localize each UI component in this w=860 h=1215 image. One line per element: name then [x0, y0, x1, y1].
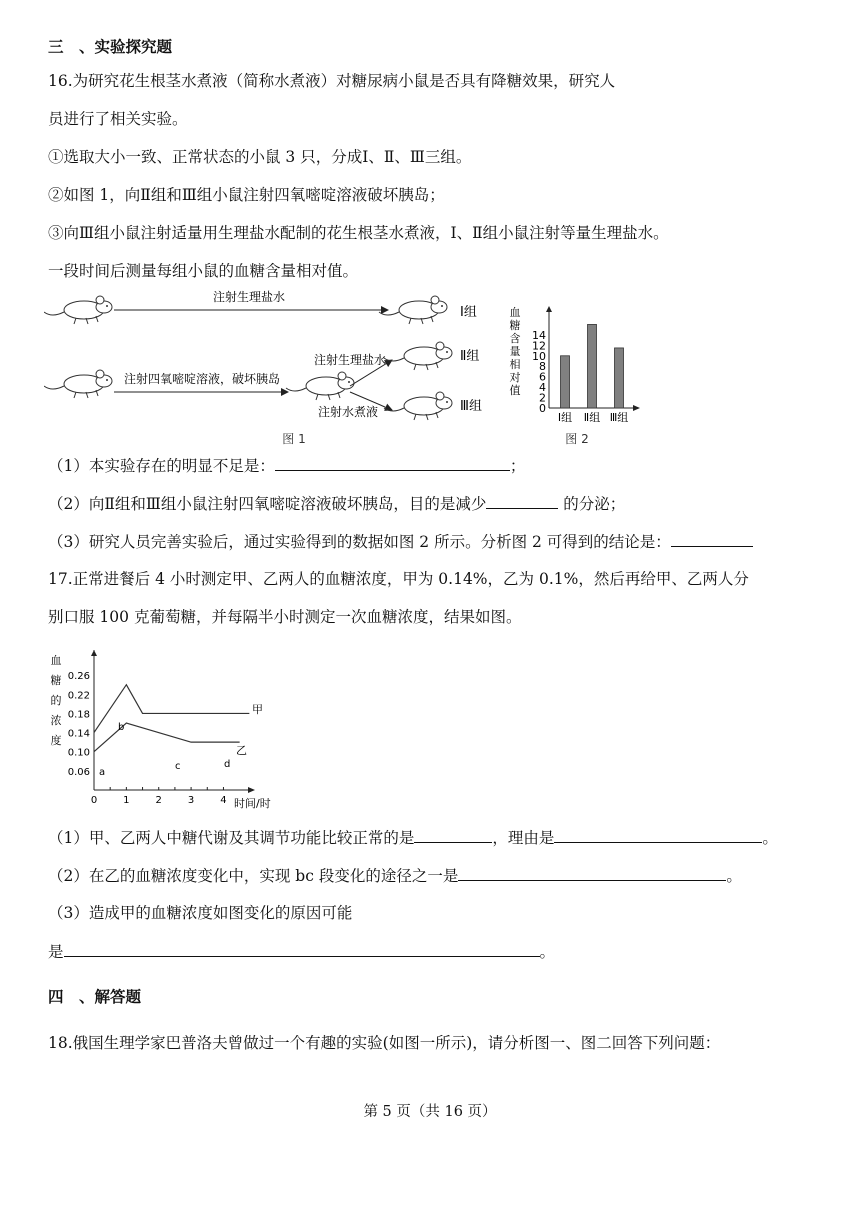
- fig2-ylabel-char: 相: [509, 358, 521, 371]
- line-chart-ylabel-char: 度: [50, 734, 62, 747]
- q17-sub2-end: 。: [726, 867, 742, 885]
- line-chart-x-tick-label: 1: [123, 795, 130, 806]
- page-footer: 第 5 页（共 16 页）: [363, 1104, 497, 1120]
- fig1-caption: 图 1: [282, 432, 306, 446]
- fig2-y-tick-label: 6: [539, 370, 546, 384]
- fig2-ylabel-char: 值: [509, 384, 521, 397]
- line-chart-ylabel-char: 血: [50, 654, 62, 667]
- fig1-arrow-bottom-label: 注射四氧嘧啶溶液，破坏胰岛: [123, 372, 281, 386]
- mouse-group3-icon: [384, 392, 452, 420]
- q17-sub2-answer-blank[interactable]: [458, 864, 726, 881]
- line-chart-x-axis-label: 时间/时: [234, 797, 271, 810]
- q16-sub2: [48, 492, 625, 515]
- q17-sub3-line2: [48, 940, 555, 963]
- fig1-group3-label: Ⅲ组: [460, 399, 482, 414]
- point-label-d: d: [224, 759, 231, 770]
- line-chart-y-tick-label: 0.22: [67, 690, 90, 702]
- fig2-bar-2: [588, 324, 597, 408]
- fig2-category-label: Ⅲ组: [609, 411, 629, 424]
- series-label-yi: 乙: [236, 744, 247, 757]
- q16-step1: ①选取大小一致、正常状态的小鼠 3 只，分成Ⅰ、Ⅱ、Ⅲ三组。: [48, 148, 472, 166]
- line-chart-y-axis-label: [51, 654, 62, 747]
- q17-sub3-text: 是: [48, 943, 64, 961]
- q16-sub2-text-a: （2）向Ⅱ组和Ⅲ组小鼠注射四氧嘧啶溶液破坏胰岛，目的是减少: [48, 495, 487, 513]
- fig2-y-tick-label: 10: [532, 349, 546, 363]
- q16-sub1-text: （1）本实验存在的明显不足是：: [48, 457, 275, 475]
- q16-step4: 一段时间后测量每组小鼠的血糖含量相对值。: [48, 262, 359, 280]
- fig2-y-tick-label: 2: [539, 391, 546, 405]
- mouse-bottom-left-icon: [44, 370, 112, 398]
- section-heading-experiment: 三 、实验探究题: [48, 38, 173, 56]
- point-label-a: a: [99, 767, 106, 778]
- fig2-ylabel-char: 含: [509, 332, 521, 345]
- fig2-y-tick-label: 0: [539, 402, 546, 415]
- q17-stem-line2: 别口服 100 克葡萄糖，并每隔半小时测定一次血糖浓度，结果如图。: [48, 608, 522, 626]
- q18-stem: 18.俄国生理学家巴普洛夫曾做过一个有趣的实验(如图一所示)，请分析图一、图二回答下列问题：: [48, 1034, 721, 1052]
- q16-sub1-end: ；: [509, 457, 526, 475]
- q17-sub1-end: 。: [762, 829, 778, 847]
- series-label-jia: 甲: [252, 703, 263, 716]
- q16-sub3-text: （3）研究人员完善实验后，通过实验得到的数据如图 2 所示。分析图 2 可得到的结论是：: [48, 533, 671, 551]
- q16-sub2-text-b: 的分泌；: [558, 495, 626, 513]
- q16-sub3: [48, 530, 753, 553]
- mouse-group1-icon: [379, 296, 447, 324]
- line-chart-x-tick-label: 3: [187, 795, 195, 806]
- line-chart-y-axis-arrow: [91, 650, 97, 656]
- q17-sub1-text-a: （1）甲、乙两人中糖代谢及其调节功能比较正常的是: [48, 829, 415, 847]
- fig2-ylabel-char: 血: [509, 306, 521, 319]
- q17-sub3-line1: （3）造成甲的血糖浓度如图变化的原因可能: [48, 904, 353, 922]
- fig2-ylabel-char: 糖: [509, 319, 521, 332]
- figure-1-diagram: [44, 288, 504, 448]
- figure-2-bar-chart: [505, 300, 655, 450]
- fig1-arrow-top-label: 注射生理盐水: [212, 290, 286, 304]
- fig1-group2-label: Ⅱ组: [460, 349, 480, 364]
- fig2-y-axis-label: [510, 306, 521, 397]
- mouse-top-left-icon: [44, 296, 112, 324]
- q17-sub2: [48, 864, 742, 887]
- line-chart-y-tick-label: 0.06: [67, 766, 90, 778]
- q16-step2: ②如图 1，向Ⅱ组和Ⅲ组小鼠注射四氧嘧啶溶液破坏胰岛；: [48, 186, 445, 204]
- point-label-c: c: [175, 761, 181, 772]
- fig2-bar-3: [615, 348, 624, 408]
- q17-sub1-text-b: ，理由是: [492, 829, 555, 847]
- fig2-y-tick-label: 8: [539, 360, 546, 374]
- fig2-category-label: Ⅰ组: [557, 411, 573, 424]
- blood-sugar-line-chart: [44, 642, 289, 814]
- q17-stem-line1: 17.正常进餐后 4 小时测定甲、乙两人的血糖浓度，甲为 0.14%，乙为 0.1%，然后再给甲、乙两人分: [48, 570, 749, 588]
- q16-stem-line2: 员进行了相关实验。: [48, 110, 188, 128]
- fig2-y-tick-label: 4: [539, 381, 546, 395]
- line-chart-y-tick-label: 0.14: [67, 728, 90, 740]
- line-chart-series-2: [94, 723, 240, 752]
- fig1-branch-up-label: 注射生理盐水: [313, 353, 387, 367]
- section-heading-answer: 四 、解答题: [48, 988, 142, 1006]
- fig1-branch-down-label: 注射水煮液: [317, 405, 379, 419]
- point-label-b: b: [118, 722, 125, 733]
- mouse-group2-icon: [384, 342, 452, 370]
- line-chart-y-tick-label: 0.10: [67, 747, 90, 759]
- q17-sub1-answer-blank-1[interactable]: [414, 826, 492, 843]
- q16-sub2-answer-blank[interactable]: [486, 492, 558, 509]
- line-chart-x-axis-arrow: [248, 787, 255, 793]
- q17-sub3-end: 。: [539, 943, 556, 961]
- line-chart-x-tick-label: 4: [220, 795, 227, 806]
- fig2-category-label: Ⅱ组: [583, 411, 601, 424]
- fig2-y-tick-label: 12: [532, 339, 546, 353]
- fig2-bar-1: [561, 356, 570, 408]
- q17-sub2-text: （2）在乙的血糖浓度变化中，实现 bc 段变化的途径之一是: [48, 867, 459, 885]
- q16-step3: ③向Ⅲ组小鼠注射适量用生理盐水配制的花生根茎水煮液，Ⅰ、Ⅱ组小鼠注射等量生理盐水。: [48, 224, 669, 242]
- fig2-ylabel-char: 对: [509, 371, 521, 384]
- q16-sub1-answer-blank[interactable]: [275, 454, 510, 471]
- q17-sub1: [48, 826, 778, 849]
- line-chart-ylabel-char: 浓: [50, 714, 62, 727]
- line-chart-ylabel-char: 的: [50, 694, 62, 707]
- q16-sub1: [48, 454, 525, 477]
- line-chart-x-tick-label: 0: [90, 795, 98, 806]
- q16-stem-line1: 16.为研究花生根茎水煮液（简称水煮液）对糖尿病小鼠是否具有降糖效果，研究人: [48, 72, 616, 90]
- line-chart-y-tick-label: 0.18: [67, 709, 90, 721]
- mouse-middle-icon: [286, 372, 354, 400]
- fig1-group1-label: Ⅰ组: [460, 305, 477, 320]
- line-chart-x-tick-label: 2: [155, 795, 162, 806]
- fig2-ylabel-char: 量: [509, 345, 521, 358]
- line-chart-y-tick-label: 0.26: [67, 671, 90, 683]
- q17-sub3-answer-blank[interactable]: [64, 940, 540, 957]
- fig2-y-axis-arrow: [546, 306, 552, 312]
- fig2-y-tick-label: 14: [532, 328, 546, 342]
- line-chart-ylabel-char: 糖: [50, 674, 62, 687]
- fig2-x-axis-arrow: [633, 405, 640, 411]
- fig2-caption: 图 2: [565, 432, 589, 446]
- q16-sub3-answer-blank[interactable]: [671, 530, 753, 547]
- q17-sub1-answer-blank-2[interactable]: [554, 826, 762, 843]
